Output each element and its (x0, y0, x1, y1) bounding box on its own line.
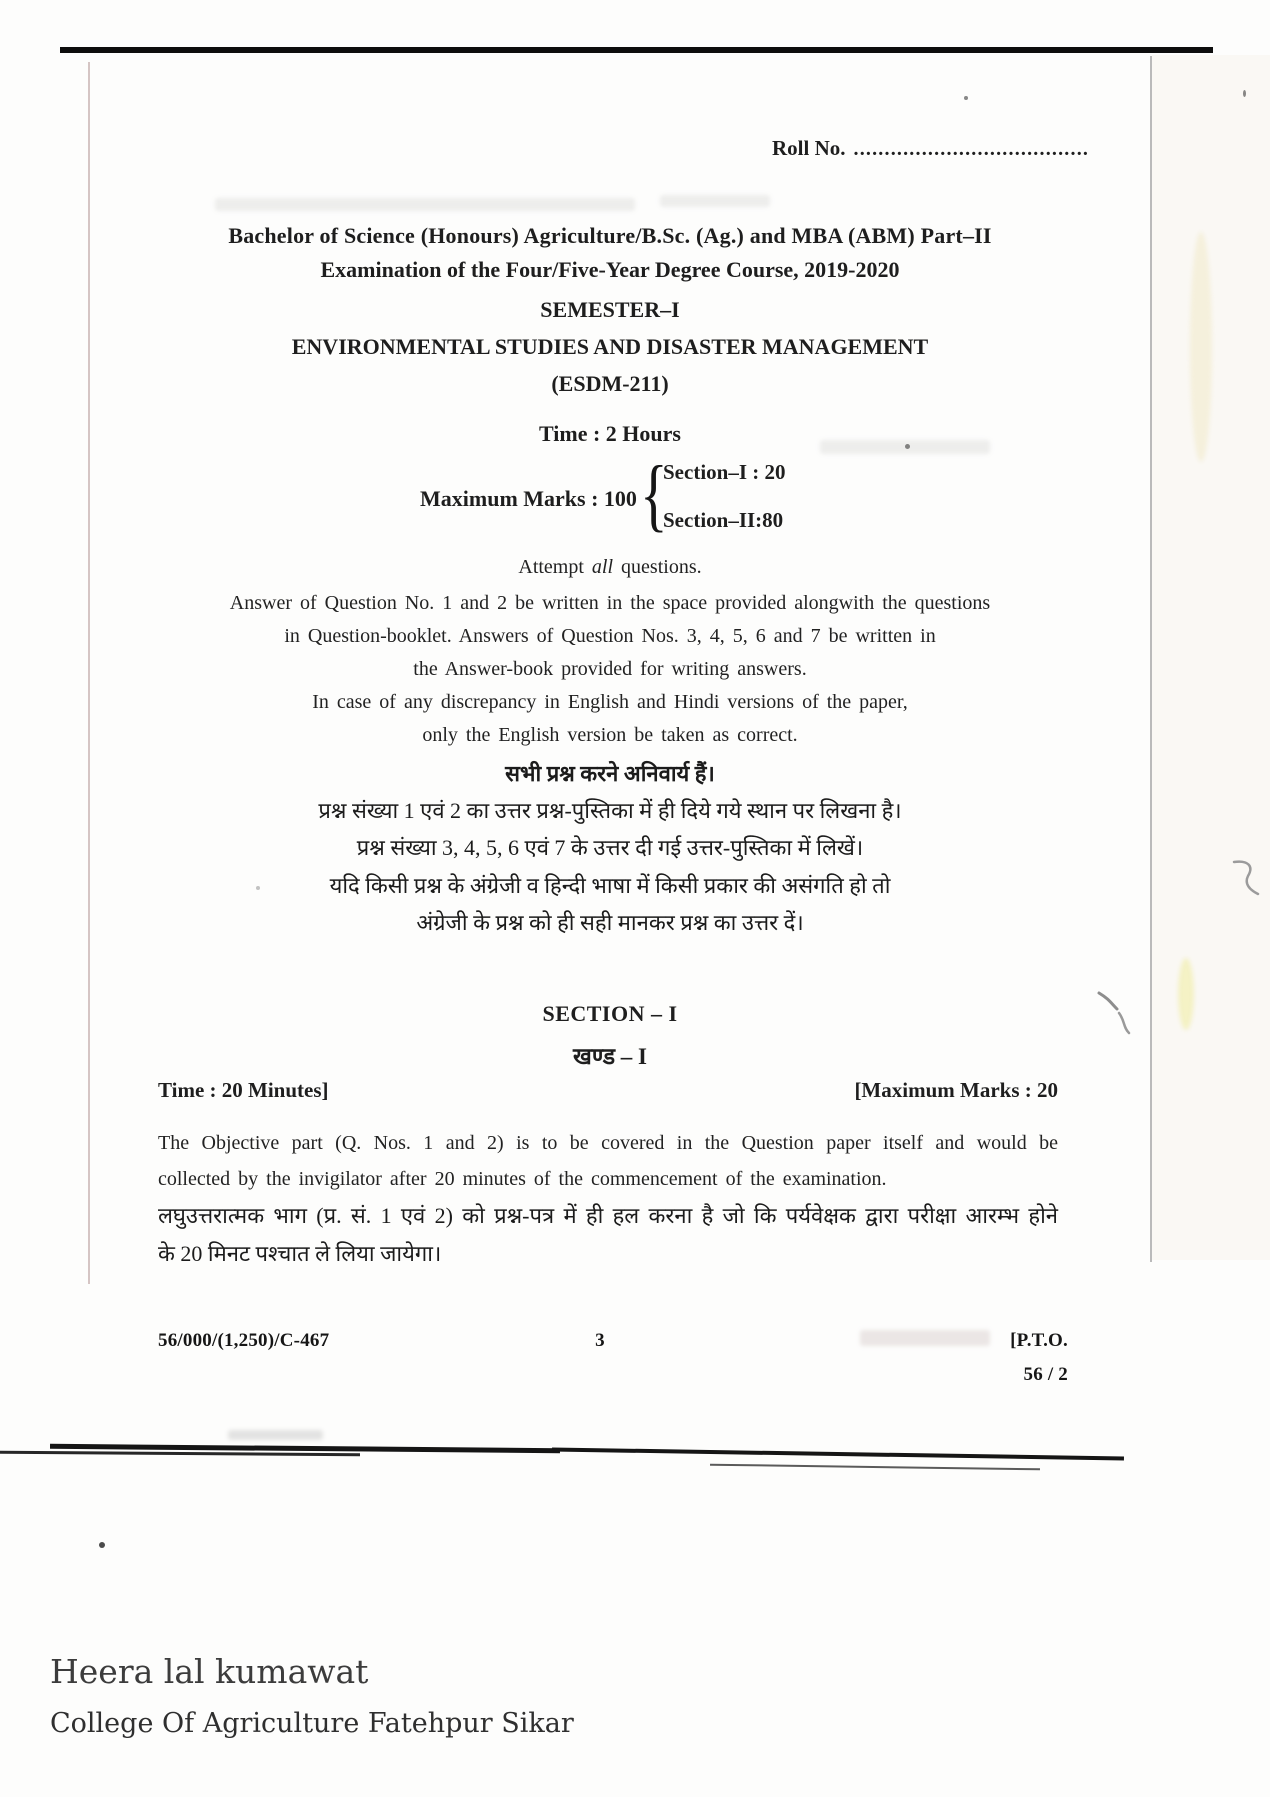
marks-section1: Section–I : 20 (663, 460, 786, 484)
marks-section2: Section–II:80 (663, 508, 784, 532)
time-allowed: Time : 2 Hours (539, 421, 681, 446)
objective-note-en-line1: The Objective part (Q. Nos. 1 and 2) is to be covered in the Question paper itself and would be (158, 1132, 1058, 1154)
attempt-italic-word: all (591, 556, 614, 578)
scan-left-edge-line (88, 62, 90, 1284)
instruction-line-en: in Question-booklet. Answers of Question Nos. 3, 4, 5, 6 and 7 be written in (284, 625, 936, 647)
page-bottom-edge-line (710, 1464, 1040, 1471)
page-bottom-edge-line (552, 1448, 1124, 1461)
subject-title: ENVIRONMENTAL STUDIES AND DISASTER MANAGEMENT (291, 334, 929, 359)
instruction-line-en: In case of any discrepancy in English and Hindi versions of the paper, (312, 691, 908, 713)
watermark-name: Heera lal kumawat (50, 1652, 369, 1691)
scan-right-margin-tint (1152, 55, 1270, 1260)
scan-cream-strip (1190, 232, 1212, 462)
pen-squiggle (1230, 858, 1264, 898)
scan-speck (1243, 90, 1246, 97)
roll-no-label: Roll No. (772, 136, 846, 160)
footer-paper-code: 56 / 2 (1023, 1364, 1068, 1385)
attempt-pre: Attempt (518, 556, 592, 578)
instruction-line-hi: यदि किसी प्रश्न के अंग्रेजी व हिन्दी भाषा में किसी प्रकार की असंगति हो तो (329, 873, 891, 898)
instruction-line-en: the Answer-book provided for writing answers. (413, 658, 807, 680)
footer-print-code: 56/000/(1,250)/C-467 (158, 1330, 330, 1351)
section1-marks: [Maximum Marks : 20 (854, 1078, 1058, 1102)
instruction-line-hi: अंग्रेजी के प्रश्न को ही सही मानकर प्रश्न का उत्तर दें। (416, 910, 804, 935)
semester-title: SEMESTER–I (540, 297, 680, 322)
scan-right-edge-line (1150, 56, 1152, 1262)
instruction-heading-hi: सभी प्रश्न करने अनिवार्य हैं। (505, 761, 715, 786)
objective-note-en-line2: collected by the invigilator after 20 minutes of the commencement of the examination. (158, 1168, 887, 1190)
attempt-all-line (150, 556, 1070, 579)
section1-title-hi: खण्ड – I (573, 1044, 647, 1069)
page-bottom-edge-line (0, 1451, 360, 1457)
instruction-line-en: only the English version be taken as correct. (422, 724, 798, 746)
watermark-college: College Of Agriculture Fatehpur Sikar (50, 1708, 574, 1739)
instruction-line-en: Answer of Question No. 1 and 2 be written in the space provided alongwith the questions (229, 592, 991, 614)
objective-note-hi-line2: के 20 मिनट पश्चात ले लिया जायेगा। (158, 1241, 442, 1266)
exam-title-line1: Bachelor of Science (Honours) Agriculture/B.Sc. (Ag.) and MBA (ABM) Part–II (228, 223, 992, 248)
pen-squiggle (1095, 985, 1145, 1040)
scan-ghost-text (215, 198, 635, 211)
exam-title-line2: Examination of the Four/Five-Year Degree Course, 2019-2020 (320, 257, 900, 282)
scan-speck (964, 96, 968, 100)
section1-title-en: SECTION – I (542, 1001, 678, 1026)
attempt-post: questions. (613, 556, 702, 578)
objective-note-hi-line1: लघुउत्तरात्मक भाग (प्र. सं. 1 एवं 2) को प्रश्न-पत्र में ही हल करना है जो कि पर्यवेक्षक द्वारा परीक्षा आरम्भ होने (158, 1203, 1059, 1228)
top-rule (60, 47, 1213, 53)
scan-cream-strip (1178, 958, 1194, 1030)
marks-brace: { (640, 449, 668, 540)
instruction-line-hi: प्रश्न संख्या 3, 4, 5, 6 एवं 7 के उत्तर दी गई उत्तर-पुस्तिका में लिखें। (356, 835, 864, 860)
max-marks-label: Maximum Marks : 100 (420, 486, 637, 511)
footer-page-number: 3 (595, 1330, 605, 1351)
scan-speck (99, 1542, 105, 1548)
scan-ghost-text (228, 1430, 323, 1440)
subject-code: (ESDM-211) (551, 371, 669, 396)
footer-pto: [P.T.O. (1010, 1330, 1068, 1351)
instruction-line-hi: प्रश्न संख्या 1 एवं 2 का उत्तर प्रश्न-पुस्तिका में ही दिये गये स्थान पर लिखना है। (318, 798, 902, 823)
section1-time: Time : 20 Minutes] (158, 1078, 329, 1102)
roll-no-row (772, 136, 1089, 161)
scan-ghost-text (660, 195, 770, 207)
roll-no-dotted-line: ...................................... (853, 138, 1090, 160)
